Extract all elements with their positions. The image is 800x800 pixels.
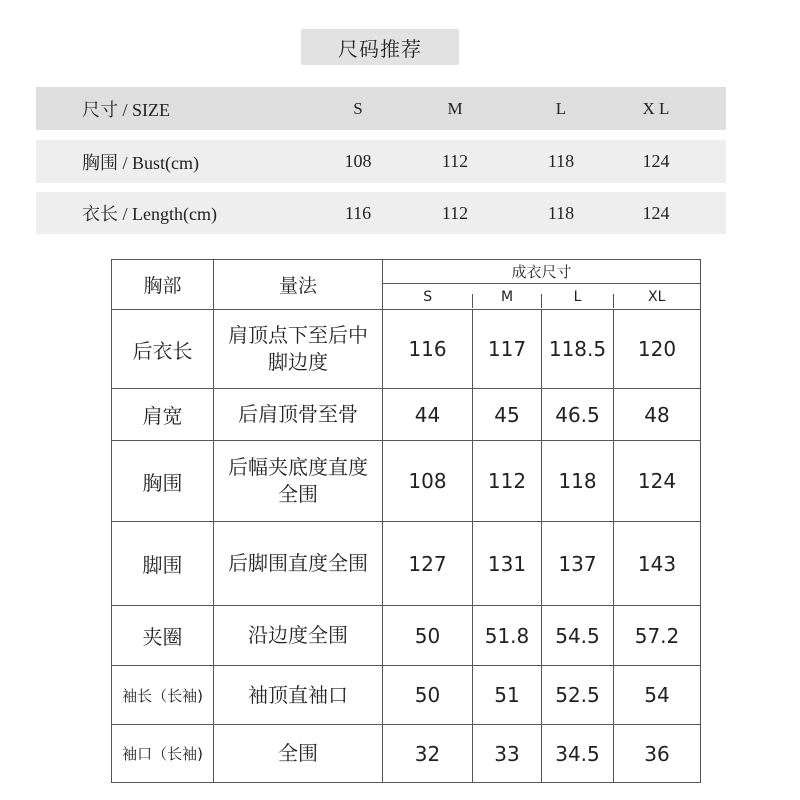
row-part: 脚围 [112, 522, 214, 606]
value-m: 33 [473, 725, 542, 783]
value-s: 44 [383, 389, 473, 441]
row-method: 后幅夹底度直度全围 [214, 441, 383, 522]
size-header-label: 尺寸 / SIZE [82, 99, 170, 120]
size-col-xl: XL [614, 284, 701, 310]
table-row [112, 606, 701, 666]
value-xl: 120 [614, 310, 701, 389]
row-method: 沿边度全围 [214, 606, 383, 666]
length-l: 118 [547, 202, 575, 223]
table-row [112, 725, 701, 783]
value-s: 32 [383, 725, 473, 783]
bust-m: 112 [441, 151, 469, 171]
length-m: 112 [441, 202, 469, 223]
size-header-l: L [555, 98, 567, 118]
value-m: 45 [473, 389, 542, 441]
table-row [112, 522, 701, 606]
table-row [112, 666, 701, 725]
value-l: 46.5 [542, 389, 614, 441]
size-col-m: M [473, 284, 542, 310]
row-method: 肩顶点下至后中脚边度 [214, 310, 383, 389]
column-header-method: 量法 [214, 260, 383, 310]
value-s: 116 [383, 310, 473, 389]
row-part: 袖口（长袖) [112, 725, 214, 783]
value-l: 118.5 [542, 310, 614, 389]
column-header-finished-size: 成衣尺寸 [383, 260, 701, 284]
value-l: 52.5 [542, 666, 614, 725]
value-m: 51 [473, 666, 542, 725]
value-s: 50 [383, 606, 473, 666]
size-col-l: L [542, 284, 614, 310]
page-title: 尺码推荐 [301, 29, 459, 65]
length-row [36, 192, 726, 234]
value-s: 50 [383, 666, 473, 725]
value-m: 131 [473, 522, 542, 606]
value-xl: 48 [614, 389, 701, 441]
value-xl: 124 [614, 441, 701, 522]
length-xl: 124 [642, 202, 670, 223]
table-row [112, 310, 701, 389]
value-s: 127 [383, 522, 473, 606]
table-row [112, 441, 701, 522]
row-part: 后衣长 [112, 310, 214, 389]
size-header-m: M [447, 98, 463, 118]
value-l: 118 [542, 441, 614, 522]
value-xl: 36 [614, 725, 701, 783]
value-l: 34.5 [542, 725, 614, 783]
value-m: 51.8 [473, 606, 542, 666]
size-col-s: S [383, 284, 473, 310]
value-s: 108 [383, 441, 473, 522]
row-part: 夹圈 [112, 606, 214, 666]
table-row [112, 389, 701, 441]
measurement-spec-table [111, 259, 701, 783]
size-header-xl: X L [642, 98, 670, 118]
size-header-row [36, 87, 726, 130]
bust-xl: 124 [642, 151, 670, 171]
value-xl: 143 [614, 522, 701, 606]
value-xl: 54 [614, 666, 701, 725]
value-l: 54.5 [542, 606, 614, 666]
row-method: 后脚围直度全围 [214, 522, 383, 606]
row-method: 袖顶直袖口 [214, 666, 383, 725]
length-s: 116 [344, 202, 372, 223]
row-method: 后肩顶骨至骨 [214, 389, 383, 441]
size-header-s: S [353, 98, 363, 118]
value-m: 112 [473, 441, 542, 522]
spec-header-row [112, 260, 701, 284]
row-part: 胸围 [112, 441, 214, 522]
bust-s: 108 [344, 151, 372, 171]
value-l: 137 [542, 522, 614, 606]
column-header-part: 胸部 [112, 260, 214, 310]
value-xl: 57.2 [614, 606, 701, 666]
row-part: 袖长（长袖) [112, 666, 214, 725]
row-part: 肩宽 [112, 389, 214, 441]
bust-label: 胸围 / Bust(cm) [82, 152, 199, 173]
row-method: 全围 [214, 725, 383, 783]
value-m: 117 [473, 310, 542, 389]
length-label: 衣长 / Length(cm) [82, 204, 217, 224]
bust-row [36, 140, 726, 183]
bust-l: 118 [547, 151, 575, 171]
